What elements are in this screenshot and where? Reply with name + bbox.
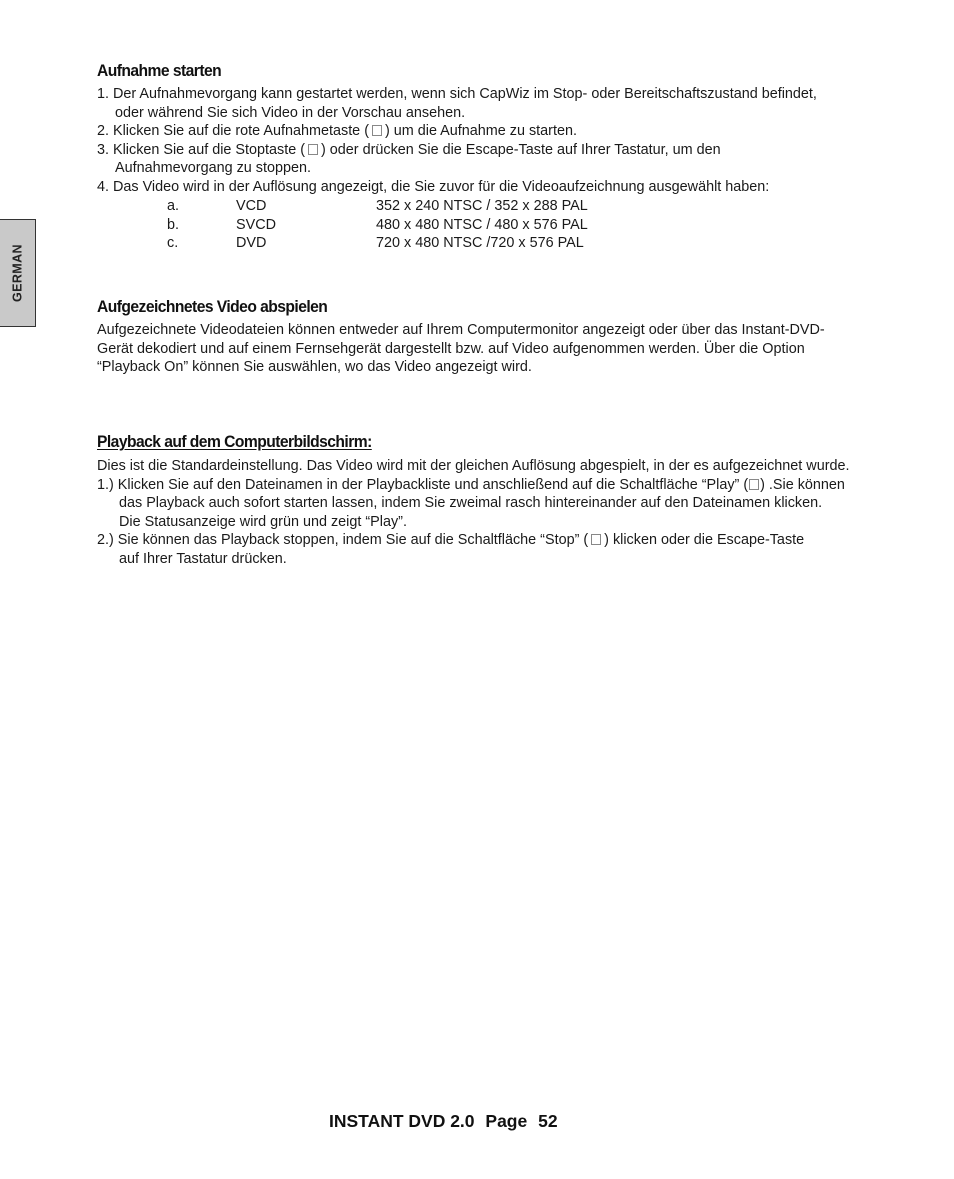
footer-page-label: Page (485, 1111, 528, 1131)
step-2 (97, 122, 897, 141)
resolution-row (167, 216, 667, 235)
section-aufnahme-starten (97, 85, 897, 197)
section-video-abspielen (97, 321, 897, 377)
step-2-text-b: ) klicken oder die Escape-Taste (604, 532, 805, 549)
step-3-line-2: Aufnahmevorgang zu stoppen. (115, 160, 312, 177)
step-1-text-a: 1.) Klicken Sie auf den Dateinamen in der Playbackliste und anschließend auf die Schaltfläche “Play” ( (97, 476, 749, 493)
heading-video-abspielen: Aufgezeichnetes Video abspielen (97, 297, 328, 316)
footer-page-number: 52 (538, 1111, 558, 1131)
resolution-table (167, 197, 667, 253)
resolution-letter: a. (167, 198, 180, 214)
step-1-line-2: das Playback auch sofort starten lassen, indem Sie zweimal rasch hintereinander auf den Dateinamen klicken. (119, 495, 823, 512)
step-1-line-1: 1. Der Aufnahmevorgang kann gestartet werden, wenn sich CapWiz im Stop- oder Bereitschaftszustand befindet, (97, 86, 817, 102)
step-1-text-b: ) .Sie können (760, 476, 845, 493)
step-4: 4. Das Video wird in der Auflösung angezeigt, die Sie zuvor für die Videoaufzeichnung ausgewählt haben: (97, 178, 770, 195)
step-2-line-1 (97, 531, 897, 550)
step-2-text-a: 2.) Sie können das Playback stoppen, indem Sie auf die Schaltfläche “Stop” ( (97, 532, 589, 549)
paragraph-line: Gerät dekodiert und auf einem Fernsehgerät dargestellt bzw. auf Video aufgenommen werden. Über die Option (97, 340, 805, 357)
step-2-text-b: ) um die Aufnahme zu starten. (384, 123, 577, 140)
resolution-row (167, 197, 667, 216)
page-footer (329, 1112, 558, 1131)
step-2-line-2: auf Ihrer Tastatur drücken. (119, 550, 287, 567)
step-2-text-a: 2. Klicken Sie auf die rote Aufnahmetaste ( (97, 123, 369, 140)
step-1-line-2: oder während Sie sich Video in der Vorschau ansehen. (115, 104, 466, 121)
step-3-text-a: 3. Klicken Sie auf die Stoptaste ( (97, 141, 305, 158)
paragraph-line: Aufgezeichnete Videodateien können entweder auf Ihrem Computermonitor angezeigt oder über das Instant-DVD- (97, 322, 825, 338)
resolution-row (167, 234, 667, 253)
resolution-value: 720 x 480 NTSC /720 x 576 PAL (376, 235, 584, 252)
resolution-letter: b. (167, 216, 180, 233)
step-3-line-1 (97, 141, 897, 160)
step-1-line-1 (97, 476, 897, 495)
resolution-value: 352 x 240 NTSC / 352 x 288 PAL (376, 198, 588, 214)
stop-button-icon (591, 534, 601, 545)
paragraph-line: “Playback On” können Sie auswählen, wo das Video angezeigt wird. (97, 359, 532, 376)
resolution-format: SVCD (236, 216, 276, 233)
heading-aufnahme-starten: Aufnahme starten (97, 61, 222, 80)
stop-button-icon (308, 144, 318, 155)
step-3-text-b: ) oder drücken Sie die Escape-Taste auf Ihrer Tastatur, um den (320, 141, 721, 158)
language-tab-label: GERMAN (10, 244, 25, 302)
step-1-line-3: Die Statusanzeige wird grün und zeigt “Play”. (119, 513, 407, 530)
language-tab (0, 219, 36, 327)
play-button-icon (749, 479, 759, 490)
resolution-value: 480 x 480 NTSC / 480 x 576 PAL (376, 216, 588, 233)
intro-line: Dies ist die Standardeinstellung. Das Video wird mit der gleichen Auflösung abgespielt, in der es aufgezeichnet wurde. (97, 458, 850, 474)
resolution-letter: c. (167, 235, 179, 252)
resolution-format: DVD (236, 235, 267, 252)
resolution-format: VCD (236, 198, 267, 214)
footer-product: INSTANT DVD 2.0 (329, 1111, 475, 1131)
section-playback-computerbildschirm (97, 457, 897, 569)
record-button-icon (372, 125, 382, 136)
heading-playback-computerbildschirm: Playback auf dem Computerbildschirm: (97, 432, 372, 451)
